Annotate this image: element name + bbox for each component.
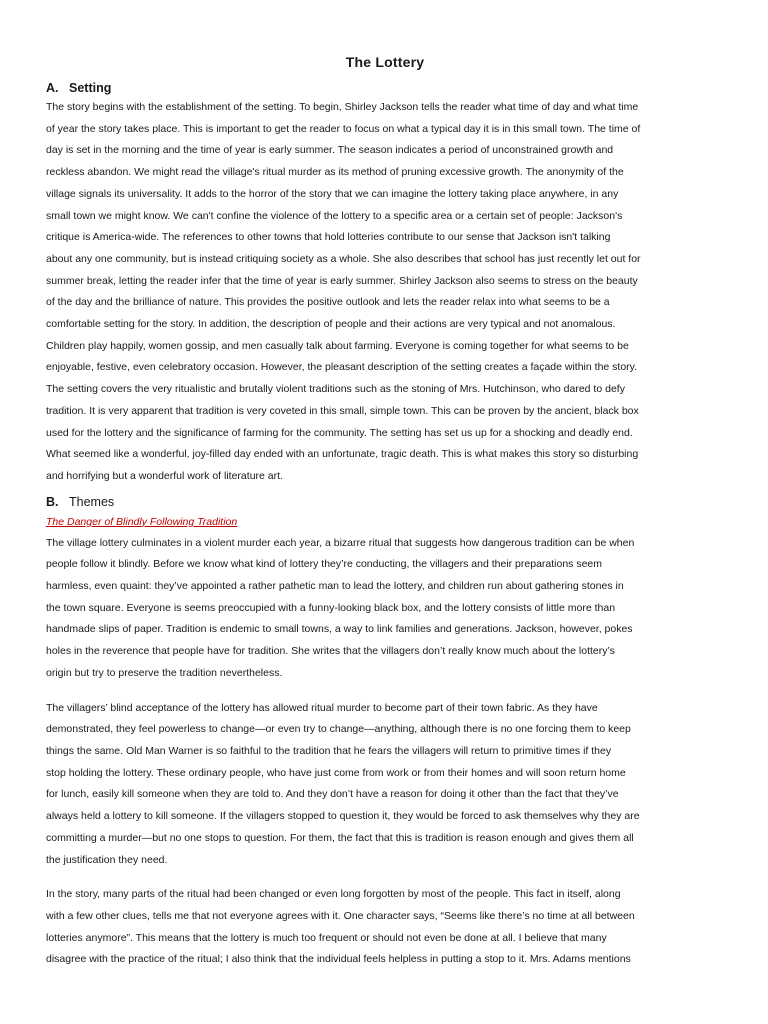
section-letter: A. [46,81,59,95]
section-heading-themes [46,493,724,511]
section-label: Themes [69,494,115,509]
themes-paragraph-3: In the story, many parts of the ritual had been changed or even long forgotten by most of the people. This fact in itself, along with a few other clues, tells me that not everyone agrees with it. One character says, “Seems like there’s no time at all between lotteries anymore”. This means that the lottery is much too frequent or should not even be done at all. I believe that many disagree with the practice of the ritual; I also think that the individual feels helpless in putting a stop to it. Mrs. Adams mentions [46,888,635,966]
theme-subheading: The Danger of Blindly Following Tradition [46,515,238,528]
themes-paragraph-1: The village lottery culminates in a violent murder each year, a bizarre ritual that suggests how dangerous tradition can be when people follow it blindly. Before we know what kind of lottery they’re conducting, the villagers and their preparations seem harmless, even quaint: they’ve appointed a rather pathetic man to lead the lottery, and children run about gathering stones in the town square. Everyone is seems preoccupied with a funny-looking black box, and the lottery consists of little more than handmade slips of paper. Tradition is endemic to small towns, a way to link families and generations. Jackson, however, pokes holes in the reverence that people have for tradition. She writes that the villagers don’t really know much about the lottery’s origin but try to preserve the tradition nevertheless. [46,536,635,679]
section-label: Setting [69,81,112,95]
document-title: The Lottery [345,54,425,70]
document-page [46,52,724,971]
section-heading-setting [46,79,724,97]
section-letter: B. [46,494,59,509]
setting-paragraph: The story begins with the establishment of the setting. To begin, Shirley Jackson tells the reader what time of day and what time of year the story takes place. This is important to get the reader to focus on what a typical day it is in this small town. The time of day is set in the morning and the time of year is early summer. The season indicates a period of unconstrained growth and reckless abandon. We might read the village's ritual murder as its method of pruning excessive growth. The anonymity of the village signals its universality. It adds to the horror of the story that we can imagine the lottery taking place anywhere, in any small town we might know. We can't confine the violence of the lottery to a specific area or a certain set of people: Jackson's critique is America-wide. The references to other towns that hold lotteries contribute to our sense that Jackson isn't talking about any one community, but is instead critiquing society as a whole. She also describes that school has just recently let out for summer break, letting the reader infer that the time of year is early summer. Shirley Jackson also seems to stress on the beauty of the day and the brilliance of nature. This provides the positive outlook and lets the reader relax into what seems to be a comfortable setting for the story. In addition, the description of people and their actions are very typical and not anomalous. Children play happily, women gossip, and men casually talk about farming. Everyone is coming together for what seems to be enjoyable, festive, even celebratory occasion. However, the pleasant description of the setting creates a façade within the story. The setting covers the very ritualistic and brutally violent traditions such as the stoning of Mrs. Hutchinson, who dared to defy tradition. It is very apparent that tradition is very coveted in this small, simple town. This can be proven by the ancient, black box used for the lottery and the significance of farming for the community. The setting has set us up for a shocking and deadly end. What seemed like a wonderful, joy-filled day ended with an unfortunate, tragic death. This is what makes this story so disturbing and horrifying but a wonderful work of literature art. [46,101,641,482]
themes-paragraph-2: The villagers’ blind acceptance of the lottery has allowed ritual murder to become part of their town fabric. As they have demonstrated, they feel powerless to change—or even try to change—anything, although there is no one forcing them to keep things the same. Old Man Warner is so faithful to the tradition that he fears the villagers will return to primitive times if they stop holding the lottery. These ordinary people, who have just come from work or from their homes and will soon return home for lunch, easily kill someone when they are told to. And they don’t have a reason for doing it other than the fact that they’ve always held a lottery to kill someone. If the villagers stopped to question it, they would be forced to ask themselves why they are committing a murder—but no one stops to question. For them, the fact that this is tradition is reason enough and gives them all the justification they need. [46,701,640,866]
